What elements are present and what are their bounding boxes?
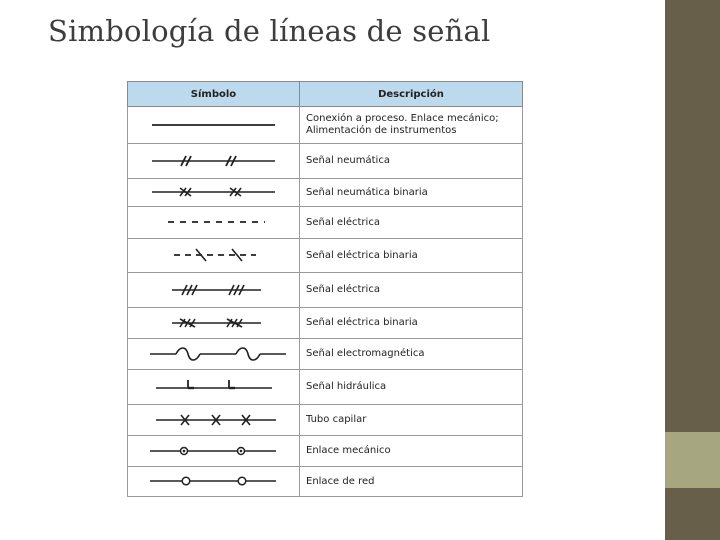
- binary-pneumatic-signal-line-icon: [128, 179, 299, 206]
- signal-lines-table: [127, 81, 523, 497]
- symbol-cell: [128, 144, 300, 179]
- table-row: [128, 207, 523, 239]
- table-row: [128, 107, 523, 144]
- network-link-line-icon: [128, 467, 299, 496]
- process-connection-line-icon: [128, 107, 299, 143]
- binary-electric-signal-dashed-line-icon: [128, 239, 299, 272]
- symbol-cell: [128, 207, 300, 239]
- table-row: [128, 144, 523, 179]
- symbol-cell: [128, 370, 300, 405]
- table-row: [128, 179, 523, 207]
- table-row: [128, 308, 523, 339]
- description-cell: Señal neumática binaria: [300, 179, 523, 207]
- table-header-row: [128, 82, 523, 107]
- electric-signal-triple-hash-line-icon: [128, 273, 299, 307]
- description-cell: Enlace mecánico: [300, 436, 523, 467]
- slide-title: Simbología de líneas de señal: [48, 14, 491, 48]
- description-cell: Enlace de red: [300, 467, 523, 497]
- description-cell: Señal eléctrica binaria: [300, 239, 523, 273]
- symbol-cell: [128, 308, 300, 339]
- table-row: [128, 467, 523, 497]
- side-decoration-accent: [665, 432, 720, 488]
- symbol-cell: [128, 239, 300, 273]
- table-row: [128, 370, 523, 405]
- symbol-cell: [128, 467, 300, 497]
- description-cell: Señal eléctrica: [300, 273, 523, 308]
- description-cell: Tubo capilar: [300, 405, 523, 436]
- table-row: [128, 239, 523, 273]
- table-row: [128, 436, 523, 467]
- electromagnetic-signal-line-icon: [128, 339, 299, 369]
- description-cell: Conexión a proceso. Enlace mecánico; Alimentación de instrumentos: [300, 107, 523, 144]
- symbol-cell: [128, 273, 300, 308]
- symbol-cell: [128, 405, 300, 436]
- hydraulic-signal-line-icon: [128, 370, 299, 404]
- table-row: [128, 339, 523, 370]
- pneumatic-signal-line-icon: [128, 144, 299, 178]
- symbol-cell: [128, 107, 300, 144]
- binary-electric-signal-cross-line-icon: [128, 308, 299, 338]
- mechanical-link-line-icon: [128, 436, 299, 466]
- description-cell: Señal eléctrica binaria: [300, 308, 523, 339]
- description-cell: Señal eléctrica: [300, 207, 523, 239]
- symbol-cell: [128, 179, 300, 207]
- symbol-cell: [128, 339, 300, 370]
- description-cell: Señal neumática: [300, 144, 523, 179]
- description-cell: Señal electromagnética: [300, 339, 523, 370]
- symbol-cell: [128, 436, 300, 467]
- table-row: [128, 273, 523, 308]
- description-cell: Señal hidráulica: [300, 370, 523, 405]
- capillary-tube-line-icon: [128, 405, 299, 435]
- electric-signal-dashed-line-icon: [128, 207, 299, 238]
- column-header-symbol: Símbolo: [128, 82, 300, 107]
- table-row: [128, 405, 523, 436]
- column-header-description: Descripción: [300, 82, 523, 107]
